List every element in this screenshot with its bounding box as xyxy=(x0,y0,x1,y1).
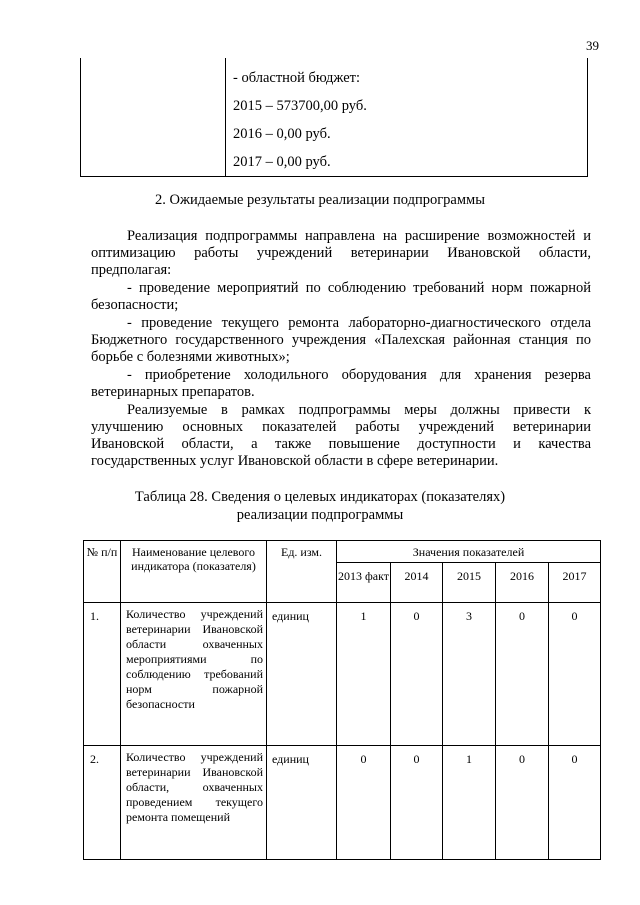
budget-table xyxy=(80,58,588,177)
header-year: 2016 xyxy=(496,563,549,603)
budget-line: - областной бюджет: xyxy=(233,70,361,86)
value-cell: 0 xyxy=(549,603,601,746)
table-caption-line: реализации подпрограммы xyxy=(236,507,404,523)
header-values-group: Значения показателей xyxy=(337,541,601,563)
header-num: № п/п xyxy=(84,541,121,603)
value-cell: 3 xyxy=(443,603,496,746)
list-item-line: ветеринарных препаратов. xyxy=(91,384,255,400)
list-item-line: - приобретение холодильного оборудования для хранения резерва xyxy=(127,367,591,383)
header-year: 2015 xyxy=(443,563,496,603)
paragraph-line: государственных услуг Ивановской области в сфере ветеринарии. xyxy=(91,453,499,469)
list-item-line: Бюджетного государственного учреждения «Палехская районная станция по xyxy=(91,332,591,348)
budget-line: 2017 – 0,00 руб. xyxy=(233,154,331,170)
unit-cell: единиц xyxy=(267,603,337,746)
indicator-name: Количество учреждений ветеринарии Ивановской области охваченных мероприятиями по соблюдению требований норм пожарной безопасности xyxy=(126,607,263,711)
value-cell: 0 xyxy=(337,746,391,860)
value-cell: 0 xyxy=(496,603,549,746)
paragraph-line: Ивановской области, а также повышение доступности и качества xyxy=(91,436,591,452)
table-caption xyxy=(0,488,640,524)
header-year: 2017 xyxy=(549,563,601,603)
value-cell: 1 xyxy=(337,603,391,746)
paragraph-line: Реализуемые в рамках подпрограммы меры должны привести к xyxy=(127,402,591,418)
row-number: 1. xyxy=(84,603,121,746)
paragraph-line: оптимизацию работы учреждений ветеринарии Ивановской области, xyxy=(91,245,591,261)
page-number: 39 xyxy=(586,38,599,53)
header-name: Наименование целевого индикатора (показателя) xyxy=(121,541,267,603)
budget-line: 2015 – 573700,00 руб. xyxy=(233,98,367,114)
value-cell: 0 xyxy=(391,603,443,746)
indicator-name: Количество учреждений ветеринарии Ивановской области, охваченных проведением текущего ремонта помещений xyxy=(126,750,263,824)
paragraph-line: Реализация подпрограммы направлена на расширение возможностей и xyxy=(127,228,591,244)
table-row xyxy=(84,746,601,860)
budget-column-divider xyxy=(225,58,226,176)
list-item-line: борьбе с болезнями животных»; xyxy=(91,349,290,365)
value-cell: 0 xyxy=(391,746,443,860)
value-cell: 0 xyxy=(496,746,549,860)
header-year: 2014 xyxy=(391,563,443,603)
unit-cell: единиц xyxy=(267,746,337,860)
budget-line: 2016 – 0,00 руб. xyxy=(233,126,331,142)
value-cell: 1 xyxy=(443,746,496,860)
indicator-table xyxy=(83,540,601,860)
paragraph-line: улучшению основных показателей работы учреждений ветеринарии xyxy=(91,419,591,435)
list-item-line: - проведение мероприятий по соблюдению требований норм пожарной xyxy=(127,280,591,296)
paragraph-line: предполагая: xyxy=(91,262,172,278)
list-item-line: безопасности; xyxy=(91,297,179,313)
header-year: 2013 факт xyxy=(337,563,391,603)
section-heading: 2. Ожидаемые результаты реализации подпрограммы xyxy=(155,192,485,208)
header-unit: Ед. изм. xyxy=(267,541,337,603)
table-caption-line: Таблица 28. Сведения о целевых индикаторах (показателях) xyxy=(134,489,506,505)
table-row xyxy=(84,603,601,746)
list-item-line: - проведение текущего ремонта лабораторно-диагностического отдела xyxy=(127,315,591,331)
row-number: 2. xyxy=(84,746,121,860)
value-cell: 0 xyxy=(549,746,601,860)
